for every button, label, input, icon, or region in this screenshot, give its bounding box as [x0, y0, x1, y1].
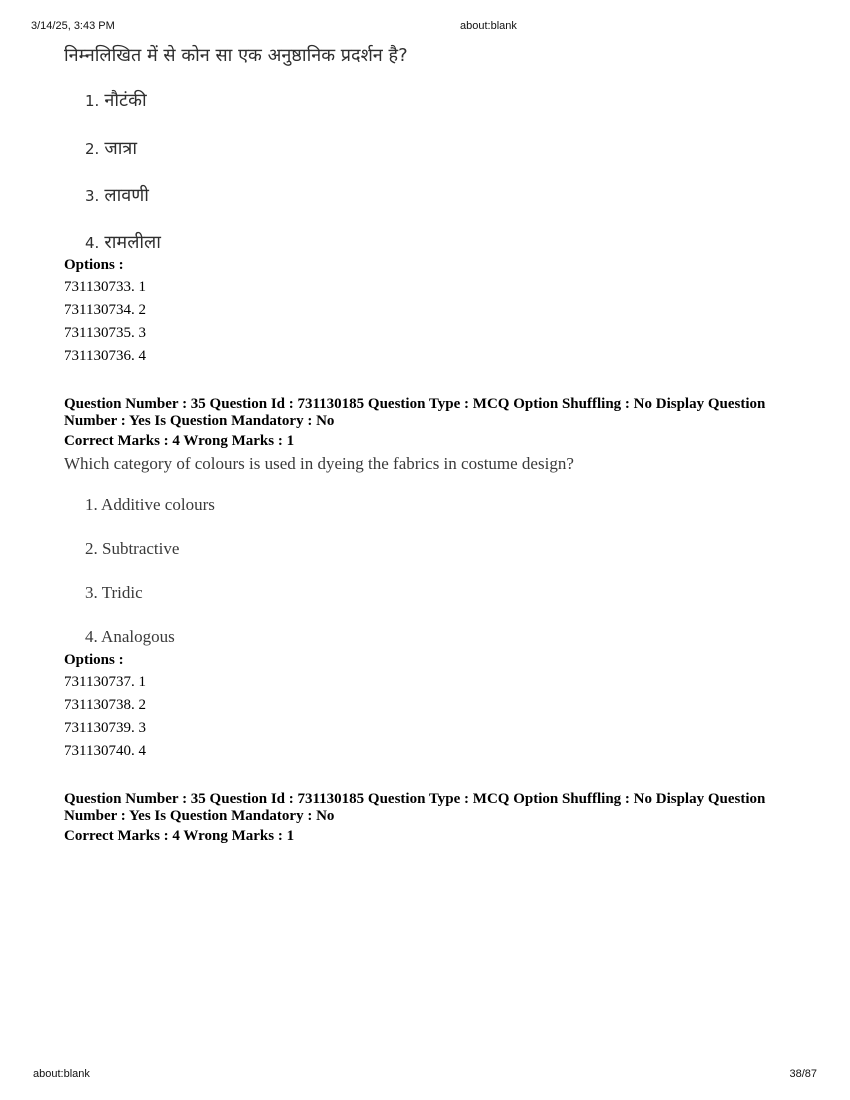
- option-id: 731130737. 1: [64, 674, 146, 690]
- print-datetime: 3/14/25, 3:43 PM: [31, 20, 115, 32]
- choice-number: 4.: [85, 234, 100, 252]
- options-label: Options :: [64, 652, 124, 668]
- question-meta-line: Number : Yes Is Question Mandatory : No: [64, 413, 335, 429]
- choice-4: [85, 230, 161, 254]
- option-id: 731130738. 2: [64, 697, 146, 713]
- choice-text: जात्रा: [104, 138, 138, 159]
- question-text: Which category of colours is used in dyeing the fabrics in costume design?: [64, 454, 574, 473]
- question-meta-line: Question Number : 35 Question Id : 731130185 Question Type : MCQ Option Shuffling : No Display Question: [64, 396, 766, 412]
- marks-line: Correct Marks : 4 Wrong Marks : 1: [64, 433, 295, 449]
- marks-line: Correct Marks : 4 Wrong Marks : 1: [64, 828, 295, 844]
- option-id: 731130733. 1: [64, 279, 146, 295]
- choice-number: 3.: [85, 187, 100, 205]
- choice-2: 2. Subtractive: [85, 539, 180, 558]
- option-id: 731130740. 4: [64, 743, 146, 759]
- question-text-hindi: निम्नलिखित में से कोन सा एक अनुष्ठानिक प्रदर्शन है?: [64, 45, 408, 66]
- choice-1: 1. Additive colours: [85, 495, 215, 514]
- question-meta-line: Number : Yes Is Question Mandatory : No: [64, 808, 335, 824]
- question-meta: [64, 791, 784, 825]
- choice-3: [85, 183, 149, 207]
- choice-text: नौटंकी: [104, 90, 147, 111]
- choice-2: [85, 136, 137, 160]
- option-id: 731130736. 4: [64, 348, 146, 364]
- print-url-header: about:blank: [460, 20, 517, 32]
- page-number: 38/87: [789, 1068, 817, 1080]
- choice-3: 3. Tridic: [85, 583, 143, 602]
- option-id: 731130739. 3: [64, 720, 146, 736]
- question-meta-line: Question Number : 35 Question Id : 731130185 Question Type : MCQ Option Shuffling : No Display Question: [64, 791, 766, 807]
- choice-1: [85, 88, 147, 112]
- choice-number: 1.: [85, 92, 100, 110]
- print-url-footer: about:blank: [33, 1068, 90, 1080]
- choice-text: लावणी: [104, 185, 149, 206]
- question-meta: [64, 396, 784, 430]
- options-label: Options :: [64, 257, 124, 273]
- choice-number: 2.: [85, 140, 100, 158]
- option-id: 731130735. 3: [64, 325, 146, 341]
- choice-4: 4. Analogous: [85, 627, 175, 646]
- choice-text: रामलीला: [104, 232, 161, 253]
- option-id: 731130734. 2: [64, 302, 146, 318]
